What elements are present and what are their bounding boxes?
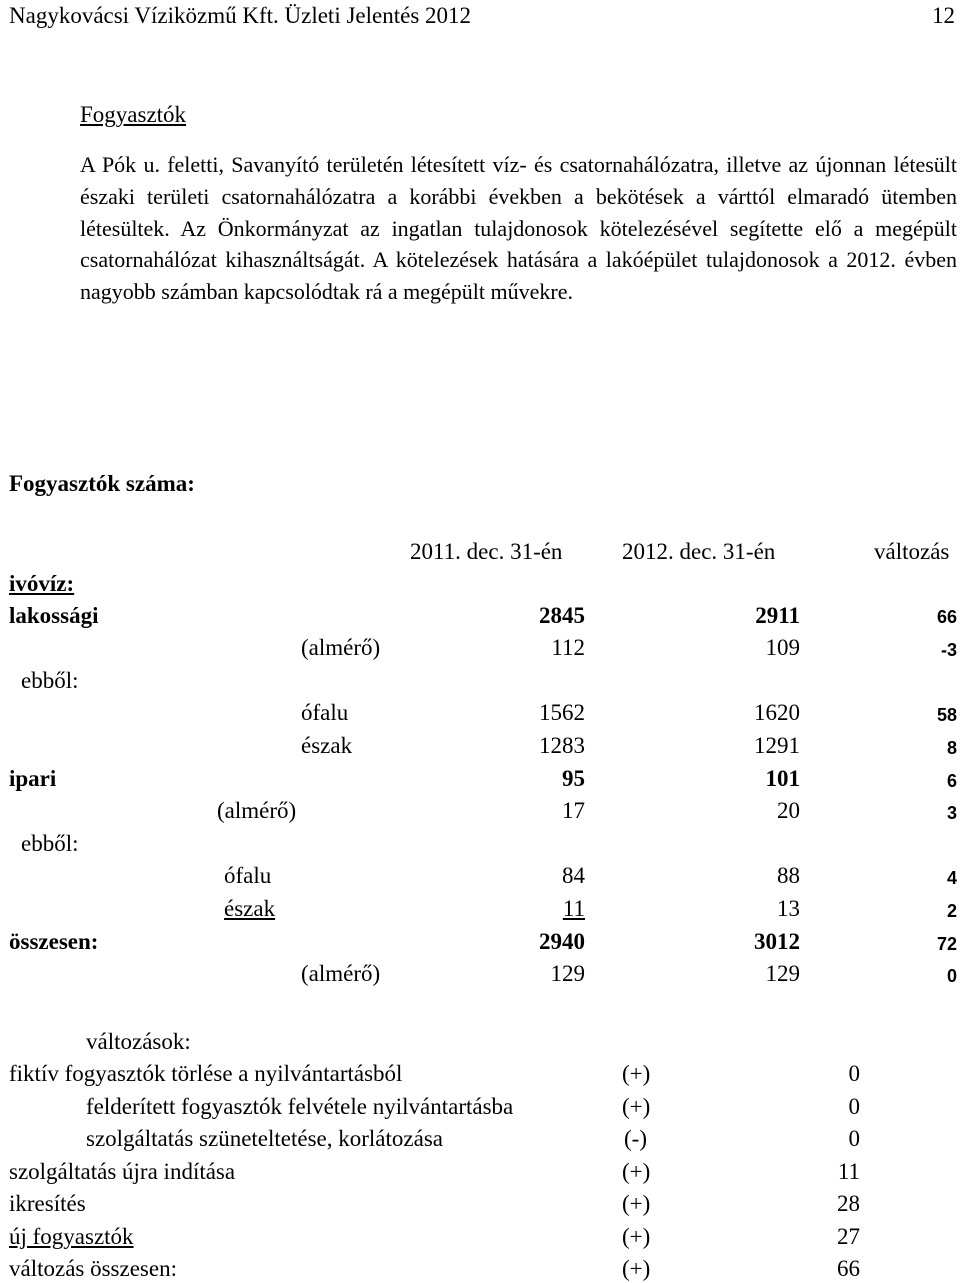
- intro-paragraph: A Pók u. feletti, Savanyító területén létesített víz- és csatornahálózatra, illetve az újonnan létesült északi területi csatornahálózatra a korábbi években a bekötések a várttól elmaradó ütemben létesültek. Az Önkormányzat az ingatlan tulajdonosok kötelezésével segítette elő a megépült csatornahálózat kihasználtságát. A kötelezések hatására a lakóépület tulajdonosok a 2012. évben nagyobb számban kapcsolódtak rá a megépült művekre.: [80, 152, 957, 305]
- lakossagi-almero-change: -3: [940, 640, 957, 660]
- change-item-value: 0: [848, 1061, 860, 1086]
- ipari-eszak-2012: 13: [777, 896, 800, 921]
- osszesen-almero-change: 0: [946, 966, 957, 986]
- lakossagi-almero-2011: 112: [551, 635, 585, 660]
- osszesen-2012: 3012: [754, 929, 800, 954]
- ipari-ofalu-label: ófalu: [224, 863, 272, 888]
- ipari-eszak-2011: 11: [562, 896, 585, 921]
- report-header-title: Nagykovácsi Víziközmű Kft. Üzleti Jelentés 2012: [9, 3, 472, 28]
- ipari-ofalu-2012: 88: [777, 863, 800, 888]
- lakossagi-ofalu-change: 58: [936, 705, 957, 725]
- osszesen-almero-2012: 129: [765, 961, 800, 986]
- ipari-almero-2011: 17: [562, 798, 585, 823]
- ipari-almero-change: 3: [946, 803, 957, 823]
- change-item-value: 28: [837, 1191, 860, 1216]
- row-label-ipari: ipari: [9, 766, 57, 791]
- change-item-label: felderített fogyasztók felvétele nyilvántartásba: [86, 1094, 514, 1119]
- ipari-eszak-label: észak: [224, 896, 276, 921]
- lakossagi-eszak-label: észak: [301, 733, 353, 758]
- ipari-2012: 101: [765, 766, 800, 791]
- table-title: Fogyasztók száma:: [9, 471, 195, 496]
- ipari-almero-label: (almérő): [217, 798, 297, 823]
- change-item-label: fiktív fogyasztók törlése a nyilvántartásból: [9, 1061, 403, 1086]
- osszesen-almero-2011: 129: [550, 961, 585, 986]
- change-item-sign: (-): [624, 1126, 647, 1151]
- change-item-label: ikresítés: [9, 1191, 86, 1216]
- change-item-sign: (+): [622, 1094, 651, 1119]
- change-item-value: 11: [837, 1159, 860, 1184]
- ivoviz-label: ivóvíz:: [9, 571, 75, 596]
- lakossagi-2011: 2845: [539, 603, 585, 628]
- ipari-eszak-change: 2: [946, 901, 957, 921]
- change-item-label: új fogyasztók: [9, 1224, 134, 1249]
- lakossagi-ofalu-label: ófalu: [301, 700, 349, 725]
- column-header-2012: 2012. dec. 31-én: [622, 539, 776, 564]
- change-item-label: szolgáltatás szüneteltetése, korlátozása: [86, 1126, 443, 1151]
- lakossagi-eszak-2012: 1291: [754, 733, 800, 758]
- column-header-change: változás: [874, 539, 950, 564]
- osszesen-almero-label: (almérő): [301, 961, 381, 986]
- lakossagi-eszak-2011: 1283: [539, 733, 585, 758]
- ipari-almero-2012: 20: [777, 798, 800, 823]
- change-item-sign: (+): [622, 1061, 651, 1086]
- lakossagi-2012: 2911: [755, 603, 800, 628]
- section-heading: Fogyasztók: [80, 102, 187, 127]
- lakossagi-ebbol-label: ebből:: [21, 668, 79, 693]
- ipari-ofalu-change: 4: [946, 868, 957, 888]
- ipari-ebbol-label: ebből:: [21, 831, 79, 856]
- ipari-2011: 95: [562, 766, 585, 791]
- lakossagi-change: 66: [936, 607, 957, 627]
- change-item-value: 27: [837, 1224, 860, 1249]
- lakossagi-ofalu-2012: 1620: [754, 700, 800, 725]
- change-item-value: 0: [848, 1094, 860, 1119]
- row-label-osszesen: összesen:: [9, 929, 99, 954]
- page-number: 12: [932, 3, 955, 28]
- change-item-sign: (+): [622, 1159, 651, 1184]
- row-label-lakossagi: lakossági: [9, 603, 99, 628]
- lakossagi-almero-label: (almérő): [301, 635, 381, 660]
- osszesen-change: 72: [936, 934, 957, 954]
- changes-heading: változások:: [86, 1029, 191, 1054]
- column-header-2011: 2011. dec. 31-én: [410, 539, 563, 564]
- change-total-sign: (+): [622, 1256, 651, 1281]
- ipari-ofalu-2011: 84: [562, 863, 585, 888]
- lakossagi-ofalu-2011: 1562: [539, 700, 585, 725]
- change-item-sign: (+): [622, 1191, 651, 1216]
- ipari-change: 6: [946, 771, 957, 791]
- lakossagi-eszak-change: 8: [946, 738, 957, 758]
- change-item-value: 0: [848, 1126, 860, 1151]
- change-total-label: változás összesen:: [9, 1256, 177, 1281]
- change-total-value: 66: [837, 1256, 860, 1281]
- change-item-sign: (+): [622, 1224, 651, 1249]
- lakossagi-almero-2012: 109: [765, 635, 800, 660]
- osszesen-2011: 2940: [539, 929, 585, 954]
- change-item-label: szolgáltatás újra indítása: [9, 1159, 236, 1184]
